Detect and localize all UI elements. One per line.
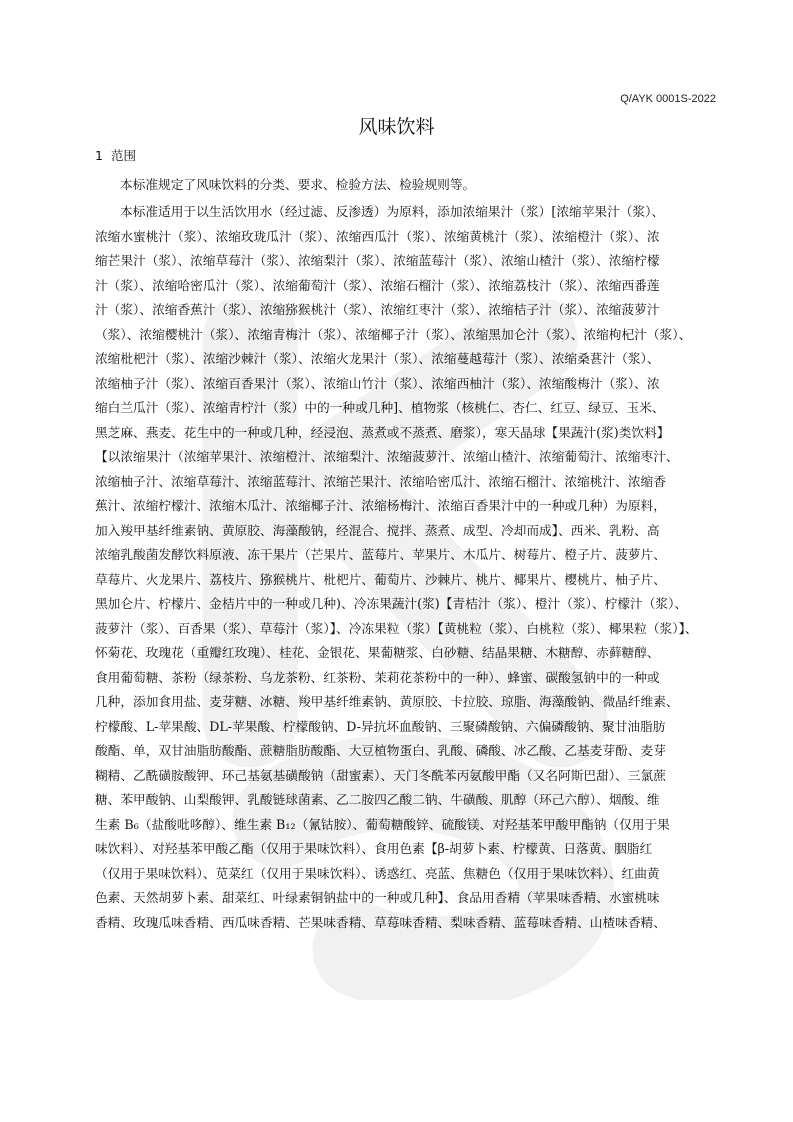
section-title: 范围 [110,148,136,163]
text-line: 几种，添加食用盐、麦芽糖、冰糖、羧甲基纤维素钠、黄原胶、卡拉胶、琼脂、海藻酸钠、微晶纤维素、 [95,694,679,709]
text-line: 味饮料）、对羟基苯甲酸乙酯（仅用于果味饮料）、食用色素【β-胡萝卜素、柠檬黄、日落黄、胭脂红 [95,841,653,856]
scope-paragraph-2 [95,200,717,935]
document-number: Q/AYK 0001S-2022 [620,93,716,105]
section-heading [95,146,136,164]
text-line: 菠萝汁（浆）、百香果（浆）、草莓汁（浆）】、冷冻果粒（浆）【黄桃粒（浆）、白桃粒（浆）、椰果粒（浆）】、 [95,620,698,636]
text-line: 蕉汁、浓缩柠檬汁、浓缩木瓜汁、浓缩椰子汁、浓缩杨梅汁、浓缩百香果汁中的一种或几种）为原料， [95,498,666,513]
text-line: 【以浓缩果汁（浓缩苹果汁、浓缩橙汁、浓缩梨汁、浓缩菠萝汁、浓缩山楂汁、浓缩葡萄汁、浓缩枣汁、 [95,449,679,464]
text-line: 柠檬酸、L-苹果酸、DL-苹果酸、柠檬酸钠、D-异抗坏血酸钠、三聚磷酸钠、六偏磷酸钠、聚甘油脂肪 [95,718,666,734]
text-line: 糖、苯甲酸钠、山梨酸钾、乳酸链球菌素、乙二胺四乙酸二钠、牛磺酸、肌醇（环己六醇）、烟酸、维 [95,792,660,807]
section-number: 1 [95,148,103,163]
text-line: 黑芝麻、燕麦、花生中的一种或几种，经浸泡、蒸煮或不蒸煮、磨浆），寒天晶球【果蔬汁(浆)类饮料】 [95,424,670,440]
text-line: 浓缩枇杷汁（浆）、浓缩沙棘汁（浆）、浓缩火龙果汁（浆）、浓缩蔓越莓汁（浆）、浓缩桑葚汁（浆）、 [95,351,660,366]
text-line: 缩芒果汁（浆）、浓缩草莓汁（浆）、浓缩梨汁（浆）、浓缩蓝莓汁（浆）、浓缩山楂汁（浆）、浓缩柠檬 [95,253,660,268]
text-line: 加入羧甲基纤维素钠、黄原胶、海藻酸钠，经混合、搅拌、蒸煮、成型、冷却而成】、西米、乳粉、高 [95,522,660,538]
scope-paragraph-1: 本标准规定了风味饮料的分类、要求、检验方法、检验规则等。 [120,177,476,192]
text-line: 色素、天然胡萝卜素、甜菜红、叶绿素铜钠盐中的一种或几种】、食品用香精（苹果味香精、水蜜桃味 [95,890,660,905]
text-line: 草莓片、火龙果片、荔枝片、猕猴桃片、枇杷片、葡萄片、沙棘片、桃片、椰果片、樱桃片、柚子片、 [95,571,666,587]
text-line: 本标准适用于以生活饮用水（经过滤、反渗透）为原料，添加浓缩果汁（浆）[浓缩苹果汁（浆）、 [120,204,665,219]
text-line: 缩白兰瓜汁（浆）、浓缩青柠汁（浆）中的一种或几种]、植物浆（核桃仁、杏仁、红豆、绿豆、玉米、 [95,400,665,415]
text-line: 黑加仑片、柠檬片、金桔片中的一种或几种)、冷冻果蔬汁(浆)【青桔汁（浆）、橙汁（浆）、柠檬汁（浆）、 [95,596,688,611]
text-line: 生素 B₆（盐酸吡哆醇）、维生素 B₁₂（氰钴胺）、葡萄糖酸锌、硫酸镁、对羟基苯甲酸甲酯钠（仅用于果 [95,816,670,832]
text-line: 浓缩水蜜桃汁（浆）、浓缩玫珑瓜汁（浆）、浓缩西瓜汁（浆）、浓缩黄桃汁（浆）、浓缩橙汁（浆）、浓 [95,228,660,244]
text-line: 浓缩柚子汁（浆）、浓缩百香果汁（浆）、浓缩山竹汁（浆）、浓缩西柚汁（浆）、浓缩酸梅汁（浆）、浓 [95,375,660,391]
text-line: 汁（浆）、浓缩哈密瓜汁（浆）、浓缩葡萄汁（浆）、浓缩石榴汁（浆）、浓缩荔枝汁（浆）、浓缩西番莲 [95,277,660,293]
text-line: 浓缩乳酸菌发酵饮料原液、冻干果片（芒果片、蓝莓片、苹果片、木瓜片、树莓片、橙子片、菠萝片、 [95,547,666,562]
text-line: 酸酯、单，双甘油脂肪酸酯、蔗糖脂肪酸酯、大豆植物蛋白、乳酸、磷酸、冰乙酸、乙基麦芽酚、麦芽 [95,743,666,758]
text-line: 汁（浆）、浓缩香蕉汁（浆）、浓缩猕猴桃汁（浆）、浓缩红枣汁（浆）、浓缩桔子汁（浆）、浓缩菠萝汁 [95,302,660,317]
text-line: 怀菊花、玫瑰花（重瓣红玫瑰）、桂花、金银花、果葡糖浆、白砂糖、结晶果糖、木糖醇、赤藓糖醇、 [95,645,660,660]
text-line: （仅用于果味饮料）、苋菜红（仅用于果味饮料）、诱惑红、亮蓝、焦糖色（仅用于果味饮料）、红曲黄 [95,865,660,881]
text-line: （浆）、浓缩樱桃汁（浆）、浓缩青梅汁（浆）、浓缩椰子汁（浆）、浓缩黑加仑汁（浆）、浓缩枸杞汁（浆）、 [95,326,692,342]
text-line: 食用葡萄糖、茶粉（绿茶粉、乌龙茶粉、红茶粉、茉莉花茶粉中的一种）、蜂蜜、碳酸氢钠中的一种或 [95,669,660,685]
text-line: 香精、玫瑰瓜味香精、西瓜味香精、芒果味香精、草莓味香精、梨味香精、蓝莓味香精、山楂味香精、 [95,914,666,930]
text-line: 糊精、乙酰磺胺酸钾、环己基氨基磺酸钠（甜蜜素）、天门冬酰苯丙氨酸甲酯（又名阿斯巴甜）、三氯蔗 [95,767,666,783]
document-title: 风味饮料 [358,116,435,138]
text-line: 浓缩柚子汁、浓缩草莓汁、浓缩蓝莓汁、浓缩芒果汁、浓缩哈密瓜汁、浓缩石榴汁、浓缩桃汁、浓缩香 [95,473,666,489]
